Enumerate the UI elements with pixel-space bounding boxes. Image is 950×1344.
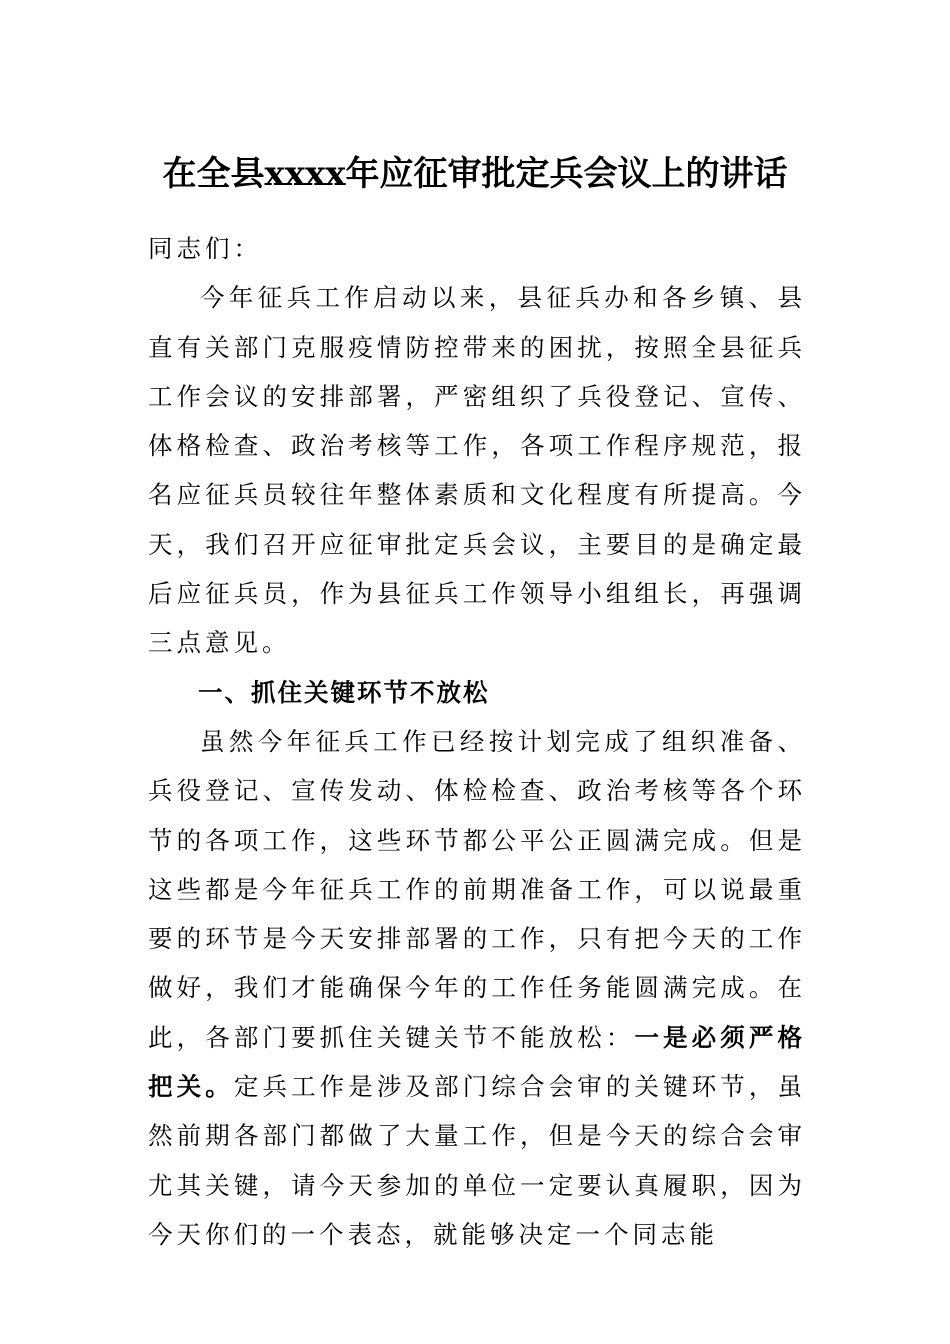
section-heading-1: 一、抓住关键环节不放松 bbox=[198, 677, 490, 707]
section-1-text-b: 定兵工作是涉及部门综合会审的关键环节，虽然前期各部门都做了大量工作，但是今天的综合会审尤其关键，请今天参加的单位一定要认真履职，因为今天你们的一个表态，就能够决定一个同志能 bbox=[148, 1072, 807, 1249]
intro-paragraph: 今年征兵工作启动以来，县征兵办和各乡镇、县直有关部门克服疫情防控带来的困扰，按照全县征兵工作会议的安排部署，严密组织了兵役登记、宣传、体格检查、政治考核等工作，各项工作程序规范，报名应征兵员较往年整体素质和文化程度有所提高。今天，我们召开应征审批定兵会议，主要目的是确定最后应征兵员，作为县征兵工作领导小组组长，再强调三点意见。 bbox=[148, 283, 806, 658]
document-body bbox=[148, 224, 806, 1259]
section-1-emphasis: 一是必须严格把关。 bbox=[148, 1022, 807, 1102]
salutation: 同志们： bbox=[148, 234, 262, 263]
document-title: 在全县xxxx年应征审批定兵会议上的讲话 bbox=[162, 154, 788, 194]
section-1-text-a: 虽然今年征兵工作已经按计划完成了组织准备、兵役登记、宣传发动、体检检查、政治考核等各个环节的各项工作，这些环节都公平公正圆满完成。但是这些都是今年征兵工作的前期准备工作，可以说最重要的环节是今天安排部署的工作，只有把今天的工作做好，我们才能确保今年的工作任务能圆满完成。在此，各部门要抓住关键关节不能放松： bbox=[148, 726, 806, 1052]
section-1-paragraph bbox=[148, 717, 806, 1259]
